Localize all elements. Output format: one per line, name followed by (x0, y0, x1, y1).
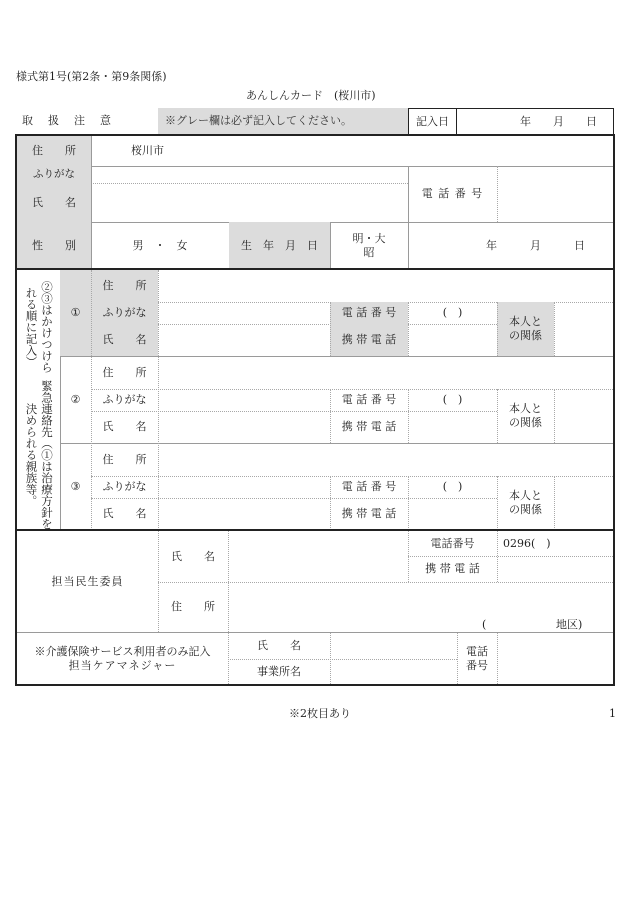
contact-3-mobile-field[interactable] (408, 498, 497, 530)
contact-3-number: ③ (70, 480, 81, 494)
contact-3-furigana-label: ふりがな (102, 480, 147, 494)
second-page-note: ※2枚目あり (289, 707, 351, 720)
contact-2-phone-field[interactable]: ( ) (442, 393, 463, 407)
gender-label: 性 別 (17, 222, 91, 269)
address-label: 住 所 (17, 136, 91, 166)
furigana-label: ふりがな (17, 166, 91, 183)
era-options[interactable] (330, 222, 408, 269)
phone-label: 電 話 番 号 (421, 187, 484, 201)
emergency-label-col1: 緊急連絡先︵①は治療方針を決められる親族等。 (24, 380, 55, 530)
contact-3-address-field[interactable] (158, 444, 613, 476)
contact-2-relation-field[interactable] (554, 389, 613, 443)
entry-date-field[interactable]: 年 月 日 (457, 108, 614, 134)
contact-2-name-field[interactable] (158, 411, 330, 443)
contact-1-name-field[interactable] (158, 324, 330, 356)
contact-2-furigana-field[interactable] (158, 389, 330, 411)
contact-2-address-field[interactable] (158, 357, 613, 389)
commissioner-name-label: 氏 名 (171, 549, 215, 563)
commissioner-mobile-label: 携 帯 電 話 (425, 562, 480, 576)
contact-1-number: ① (60, 270, 91, 356)
contact-1-mobile-field[interactable] (408, 324, 497, 356)
address-field[interactable]: 桜川市 (131, 144, 164, 158)
card-title: あんしんカード (桜川市) (246, 89, 376, 102)
form-number: 様式第1号(第2条・第9条関係) (16, 70, 167, 83)
contact-1-address-label: 住 所 (91, 270, 158, 302)
contact-1-relation-label (497, 302, 554, 356)
emergency-label-col2: ②③はかけつけられる順に記入︶ (24, 281, 55, 374)
birthdate-field[interactable]: 年 月 日 (486, 238, 585, 252)
relation-line-2: の関係 (509, 503, 542, 516)
relation-line-1: 本人と (509, 489, 542, 503)
contact-2-furigana-label: ふりがな (102, 393, 147, 407)
contact-2-mobile-label: 携 帯 電 話 (341, 420, 397, 434)
contact-3-relation-field[interactable] (554, 476, 613, 530)
care-manager-label (17, 633, 228, 684)
contact-1-name-label: 氏 名 (91, 324, 158, 356)
entry-date-label: 記入日 (408, 108, 457, 134)
welfare-commissioner-label: 担当民生委員 (51, 574, 124, 588)
care-manager-phone-field[interactable] (497, 633, 613, 684)
district-close: 地区) (556, 618, 583, 631)
contact-2-name-label: 氏 名 (102, 420, 147, 434)
contact-1-furigana-field[interactable] (158, 302, 330, 324)
era-line-2: 昭 (363, 245, 375, 259)
phone-line-2: 番号 (466, 658, 488, 672)
commissioner-name-field[interactable] (228, 531, 408, 582)
furigana-field[interactable] (91, 166, 408, 183)
district-open: ( (482, 618, 487, 631)
gender-options[interactable]: 男 ・ 女 (132, 238, 188, 252)
handling-caution: 取 扱 注 意 (22, 114, 113, 127)
contact-3-address-label: 住 所 (102, 453, 147, 467)
name-field[interactable] (91, 183, 408, 222)
care-manager-name-field[interactable] (330, 633, 457, 659)
care-manager-name-label: 氏 名 (257, 639, 301, 653)
contact-3-mobile-label: 携 帯 電 話 (341, 507, 397, 521)
contact-2-address-label: 住 所 (102, 366, 147, 380)
commissioner-phone-label: 電話番号 (430, 536, 475, 550)
contact-1-mobile-label: 携 帯 電 話 (330, 324, 408, 356)
contact-3-name-label: 氏 名 (102, 507, 147, 521)
contact-2-mobile-field[interactable] (408, 411, 497, 443)
contact-2-phone-label: 電 話 番 号 (341, 393, 397, 407)
contact-3-relation-label (497, 476, 554, 530)
relation-line-2: の関係 (509, 329, 542, 342)
era-line-1: 明・大 (352, 231, 386, 245)
care-manager-title: 担当ケアマネジャー (68, 658, 177, 672)
relation-line-2: の関係 (509, 416, 542, 429)
care-manager-note: ※介護保険サービス利用者のみ記入 (34, 644, 211, 658)
care-manager-office-label: 事業所名 (257, 664, 301, 678)
emergency-section-label (17, 270, 60, 530)
phone-field[interactable] (497, 166, 613, 222)
commissioner-phone-field[interactable]: 0296( ) (503, 536, 551, 550)
commissioner-mobile-field[interactable] (497, 556, 613, 582)
relation-line-1: 本人と (509, 315, 542, 329)
contact-2-relation-label (497, 389, 554, 443)
contact-1-furigana-label: ふりがな (91, 302, 158, 324)
birthdate-label: 生 年 月 日 (229, 222, 330, 269)
contact-1-phone-label: 電 話 番 号 (330, 302, 408, 324)
contact-1-phone-field[interactable]: ( ) (442, 306, 463, 320)
phone-line-1: 電話 (466, 644, 488, 658)
contact-3-phone-field[interactable]: ( ) (442, 480, 463, 494)
contact-2-number: ② (70, 393, 81, 407)
contact-1-address-field[interactable] (158, 270, 613, 302)
name-label: 氏 名 (17, 183, 91, 222)
care-manager-office-field[interactable] (330, 659, 457, 684)
gray-notice: ※グレー欄は必ず記入してください。 (165, 114, 352, 127)
contact-3-name-field[interactable] (158, 498, 330, 530)
contact-1-relation-field[interactable] (554, 302, 613, 356)
contact-3-phone-label: 電 話 番 号 (341, 480, 397, 494)
relation-line-1: 本人と (509, 402, 542, 416)
commissioner-address-label: 住 所 (171, 600, 215, 614)
contact-3-furigana-field[interactable] (158, 476, 330, 498)
care-manager-phone-label (457, 633, 497, 684)
page-number: 1 (609, 707, 616, 720)
